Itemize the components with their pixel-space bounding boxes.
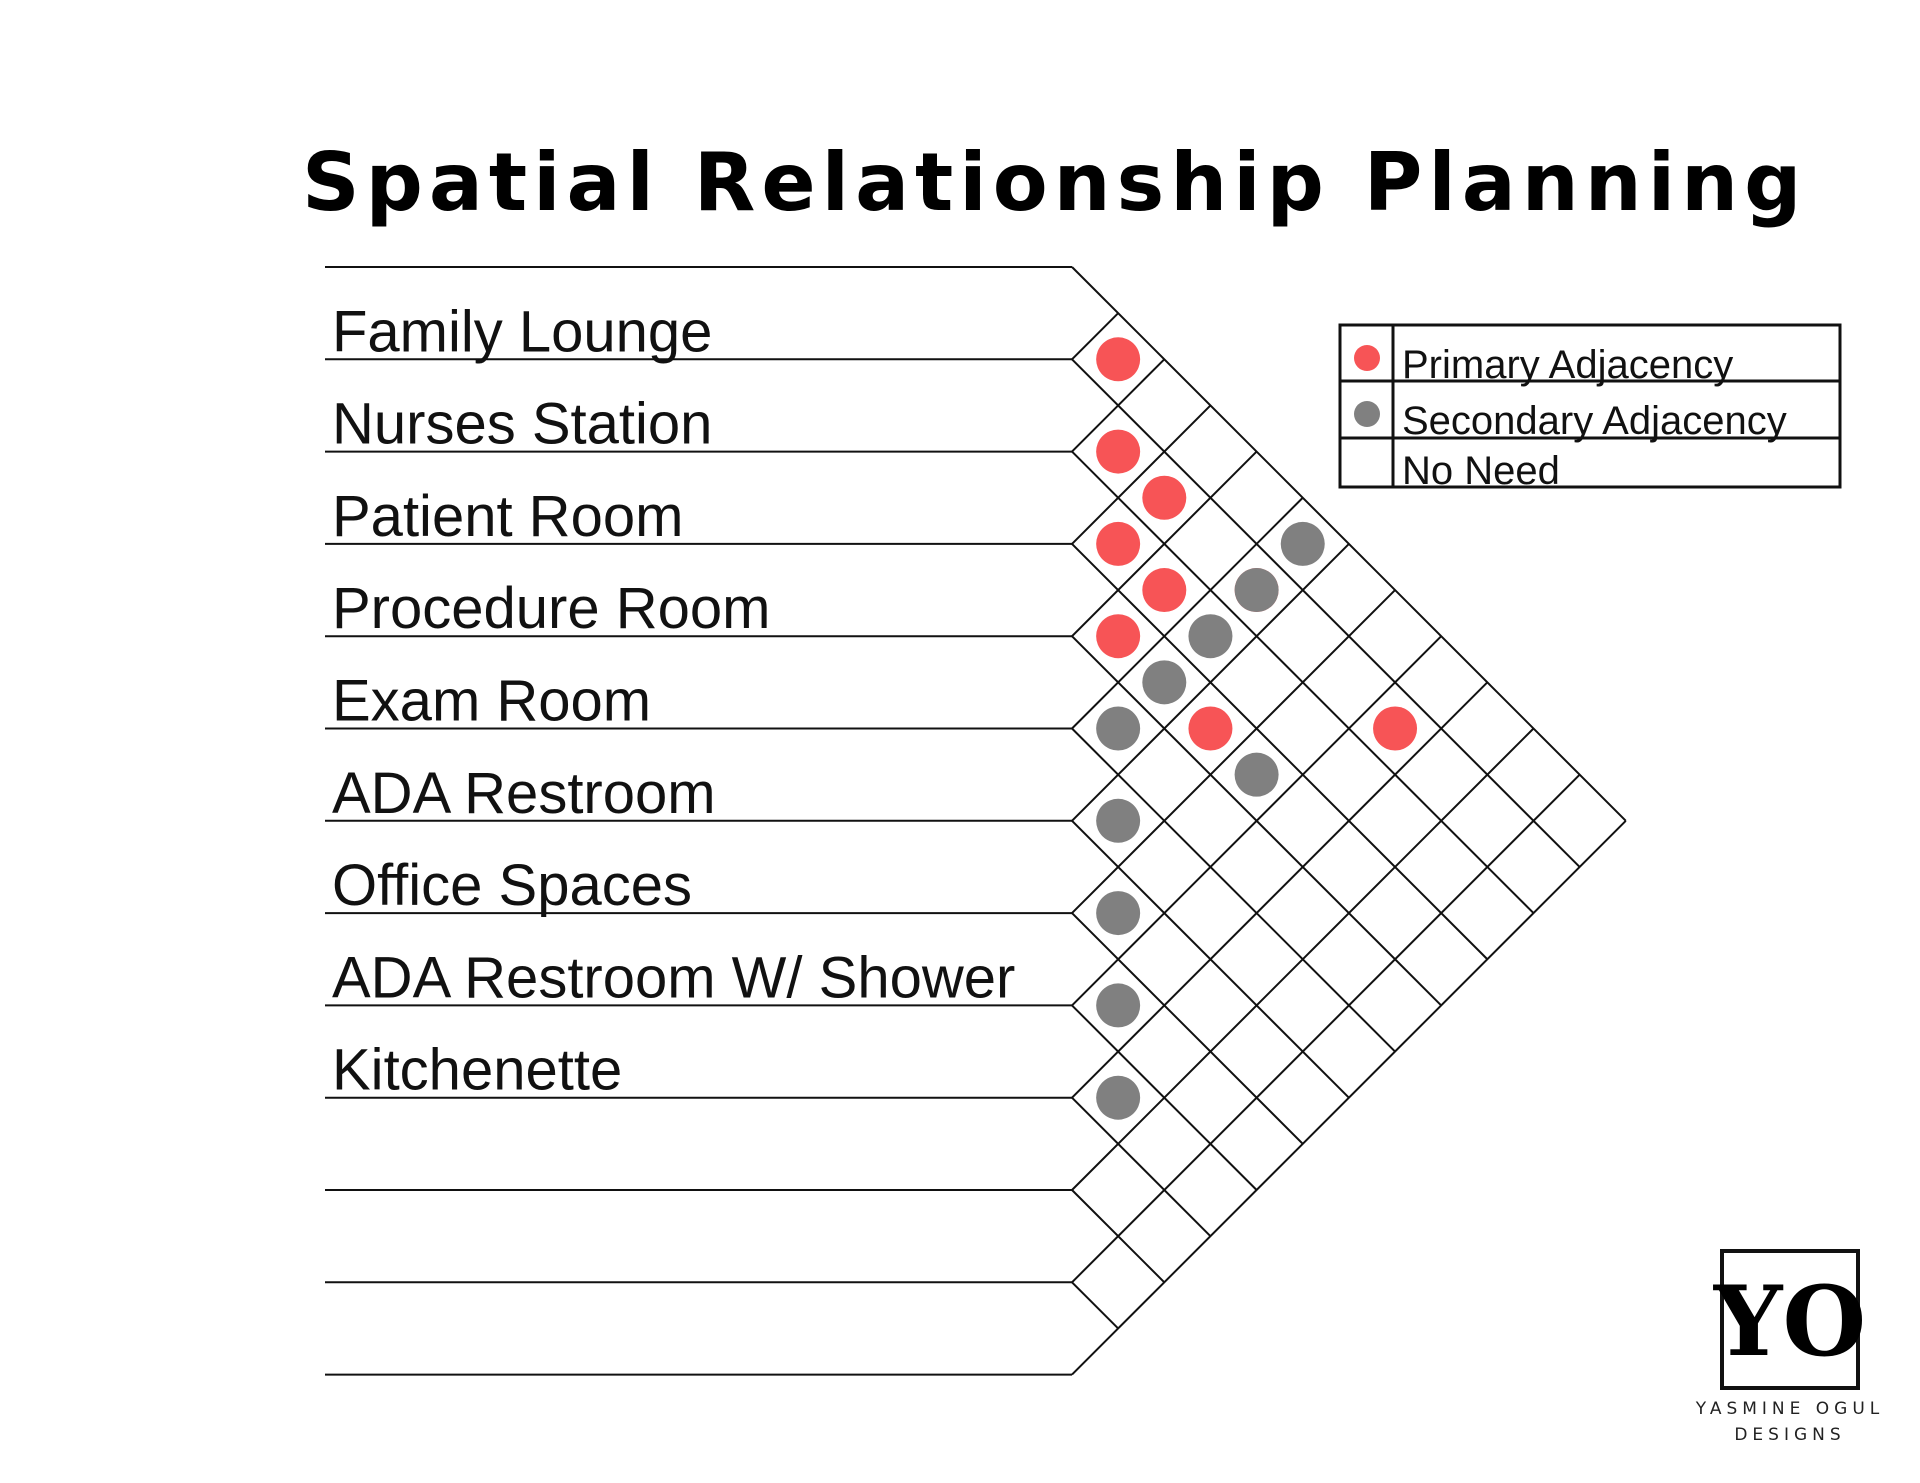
primary-adjacency-dot — [1142, 568, 1186, 612]
room-label: Patient Room — [332, 483, 684, 549]
grid-line — [1072, 682, 1487, 1097]
legend-primary-label: Primary Adjacency — [1402, 343, 1734, 387]
secondary-adjacency-dot — [1096, 983, 1140, 1027]
legend-secondary-label: Secondary Adjacency — [1402, 399, 1787, 443]
primary-adjacency-dot — [1188, 707, 1232, 751]
secondary-adjacency-dot — [1235, 753, 1279, 797]
primary-adjacency-dot — [1373, 707, 1417, 751]
grid-line — [1072, 1282, 1118, 1328]
secondary-adjacency-dot — [1096, 799, 1140, 843]
room-label: Exam Room — [332, 668, 652, 734]
secondary-adjacency-dot — [1142, 660, 1186, 704]
room-labels — [332, 299, 1015, 1102]
primary-adjacency-dot — [1096, 430, 1140, 474]
secondary-adjacency-dot — [1235, 568, 1279, 612]
secondary-adjacency-dot — [1096, 891, 1140, 935]
secondary-adjacency-dot — [1096, 1076, 1140, 1120]
room-label: Procedure Room — [332, 576, 771, 642]
primary-adjacency-dot — [1142, 476, 1186, 520]
grid-line — [1072, 544, 1487, 959]
room-label: Nurses Station — [332, 391, 713, 457]
secondary-adjacency-dot — [1188, 614, 1232, 658]
logo-mark: YO — [1713, 1265, 1867, 1378]
primary-adjacency-dot — [1096, 614, 1140, 658]
logo-line1: YASMINE OGUL — [1695, 1399, 1885, 1419]
legend-secondary-swatch — [1354, 401, 1380, 427]
legend-noneed-label: No Need — [1402, 449, 1560, 493]
secondary-adjacency-dot — [1096, 707, 1140, 751]
room-label: Kitchenette — [332, 1037, 623, 1103]
room-label: Family Lounge — [332, 299, 713, 365]
grid-line — [1072, 1098, 1210, 1236]
room-label: Office Spaces — [332, 853, 693, 919]
logo — [1695, 1251, 1885, 1445]
grid-line — [1072, 775, 1580, 1283]
logo-line2: DESIGNS — [1734, 1425, 1846, 1445]
legend-primary-swatch — [1354, 345, 1380, 371]
room-label: ADA Restroom — [332, 760, 716, 826]
page-title: Spatial Relationship Planning — [302, 136, 1808, 229]
grid-line — [1072, 405, 1210, 543]
secondary-adjacency-dot — [1281, 522, 1325, 566]
primary-adjacency-dot — [1096, 337, 1140, 381]
room-label: ADA Restroom W/ Shower — [332, 945, 1016, 1011]
primary-adjacency-dot — [1096, 522, 1140, 566]
legend — [1340, 325, 1840, 493]
